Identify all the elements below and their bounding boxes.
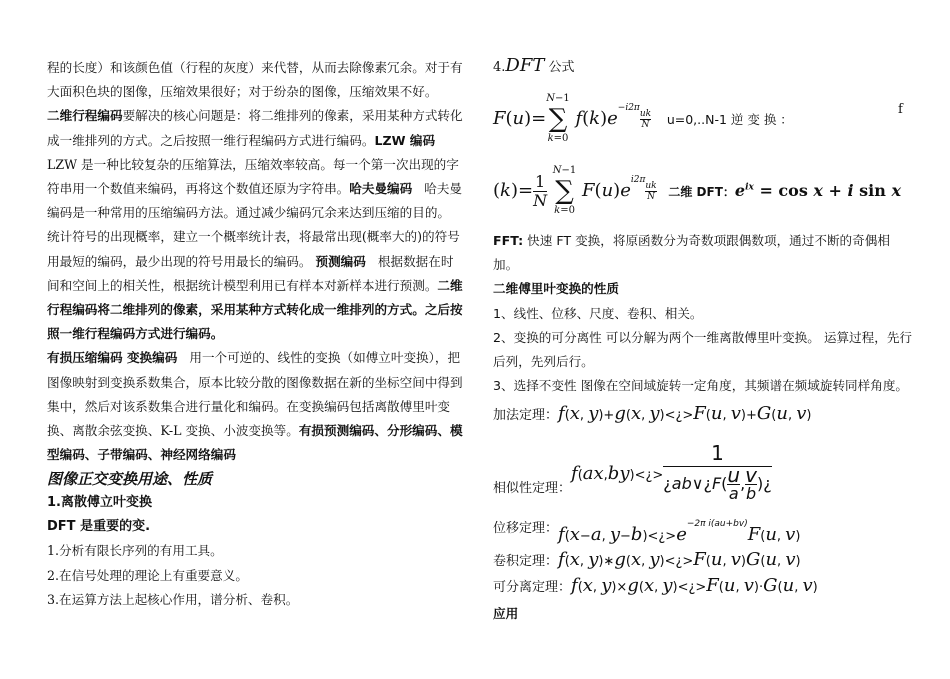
convolution-theorem: 卷积定理：f(x, y)∗g(x, y)<¿>F(u, v)G(u, v) [493,549,801,570]
similarity-label: 相似性定理： [493,480,572,496]
similarity-theorem: 相似性定理：f(ax,by)<¿> 1 ¿ab∨¿F( $\frac{u}{a}$ , $\frac{v}{b}$ )¿ [493,441,772,503]
list-item: 1.分析有限长序列的有用工具。 [47,543,223,559]
addition-theorem: 加法定理：f(x, y)+g(x, y)<¿>F(u, v)+G(u, v) [493,403,812,424]
property-3: 3、选择不变性 图像在空间域旋转一定角度，其频谱在频域旋转同样角度。 [493,378,909,394]
dft-important: DFT 是重要的变. [47,519,151,535]
text-2d-run-length-2: 将二维排列的像素，采用某种方式转化成一维排列的方式。之后按照一维行程编码方式进行编码。 [47,302,463,342]
separability-theorem: 可分离定理：f(x, y)×g(x, y)<¿>F(u, v)·G(u, v) [493,575,818,596]
property-2: 2、变换的可分离性 可以分解为两个一维离散傅里叶变换。 运算过程，先行后列，先列后行。 [493,329,913,370]
dft-inverse-formula: (k)= $\frac{1}{N}$ N−1 ∑ k=0 $F(u)e^{i2\pi}$ $\frac{uk}{N}$ 二维 DFT：$e^{ix} = \cos x + i$ sin x [493,165,901,216]
text-predictive: 根据数据在时间和空间上的相关性，根据统计模型利用已有样本对新样本进行预测。 [47,253,454,293]
dft-heading-number: 4. [493,60,506,75]
convolution-label: 卷积定理： [493,554,559,569]
heading-2d-run-length-2: 二维行程编码 [47,277,463,318]
heading-huffman: 哈夫曼编码 [349,181,413,197]
fft-section [493,229,913,398]
euler-formula: $e^{ix} = \cos x + i$ sin x [734,181,901,200]
list-item: 3.在运算方法上起核心作用，谱分析、卷积。 [47,591,299,607]
shift-theorem: 位移定理：f(x−a, $y-b)<¿>e^{-2\pi i(au+bv)}F(u$, v) [493,519,801,545]
left-column [47,56,465,612]
text-run-length: 程的长度）和该颜色值（行程的灰度）来代替，从而去除像素冗余。对于有大面积色块的图像，压缩效果很好；对于纷杂的图像，压缩效果不好。 [47,60,463,100]
addition-label: 加法定理： [493,408,559,423]
right-column [493,54,913,634]
inverse-transform-label: u=0,..N-1 逆 变 换 ： [666,112,793,127]
list-item: 2.在信号处理的理论上有重要意义。 [47,567,248,583]
dft-formula-heading [493,54,575,80]
text-lossy: 用一个可逆的、线性的变换（如傅立叶变换），把图像映射到变换系数集合，原本比较分散的图像数据在新的坐标空间中得到集中，然后对该系数集合进行量化和编码。在变换编码包括离散傅里叶变换、离散余弦变换、K-L 变换、小波变换等。 [47,350,463,439]
heading-predictive: 预测编码 [315,253,366,269]
heading-orthogonal-transform: 图像正交变换用途、性质 [47,470,213,489]
heading-application: 应用 [493,606,519,621]
paragraph-2d-run-length [47,104,465,152]
separability-label: 可分离定理： [493,580,572,595]
text-lossy-types: 有损预测编码、分形编码、模型编码、子带编码、神经网络编码 [47,423,463,463]
fft-text: 快速 FT 变换，将原函数分为奇数项跟偶数项，通过不断的奇偶相加。 [493,233,890,273]
paragraph-run-length [47,56,465,104]
text-2d-run-length: 要解决的核心问题是：将二维排列的像素，采用某种方式转化成一维排列的方式。之后按照一维行程编码方式进行编码。 [47,108,463,148]
text-lzw: LZW 是一种比较复杂的压缩算法，压缩效率较高。每一个第一次出现的字符串用一个数值来编码，再将这个数值还原为字符串。 [47,156,459,197]
property-1: 1、线性、位移、尺度、卷积、相关。 [493,305,703,321]
dft-heading-title: DFT [505,55,545,76]
dft-forward-formula: F(u)= N−1 ∑ k=0 $f(k)e^{-i2\pi}$ $\frac{uk}{N}$ u=0,..N-1 逆 变 换 ： f [493,93,903,144]
fft-heading: FFT: [493,233,524,248]
paragraph-lossy [47,346,465,467]
paragraph-lzw [47,153,465,347]
summation-symbol: N−1 ∑ k=0 [546,93,570,144]
heading-2d-run-length: 二维行程编码 [47,108,123,124]
text-huffman: 哈夫曼编码是一种常用的压缩编码方法。通过减少编码冗余来达到压缩的目的。 统计符号的出现概率，建立一个概率统计表，将最常出现(概率大的)的符号用最短的编码，最少出现的符号用最长的编码。 [47,181,463,269]
stray-f-char: f [898,102,903,117]
heading-lossy: 有损压缩编码 变换编码 [47,350,178,366]
heading-2d-fourier-properties: 二维傅里叶变换的性质 [493,281,619,297]
shift-label: 位移定理： [493,521,559,536]
2d-dft-label: 二维 DFT： [668,185,735,199]
heading-lzw: LZW 编码 [374,132,436,148]
dft-heading-suffix: 公式 [548,60,575,75]
heading-dft: 1.离散傅立叶变换 [47,495,152,511]
